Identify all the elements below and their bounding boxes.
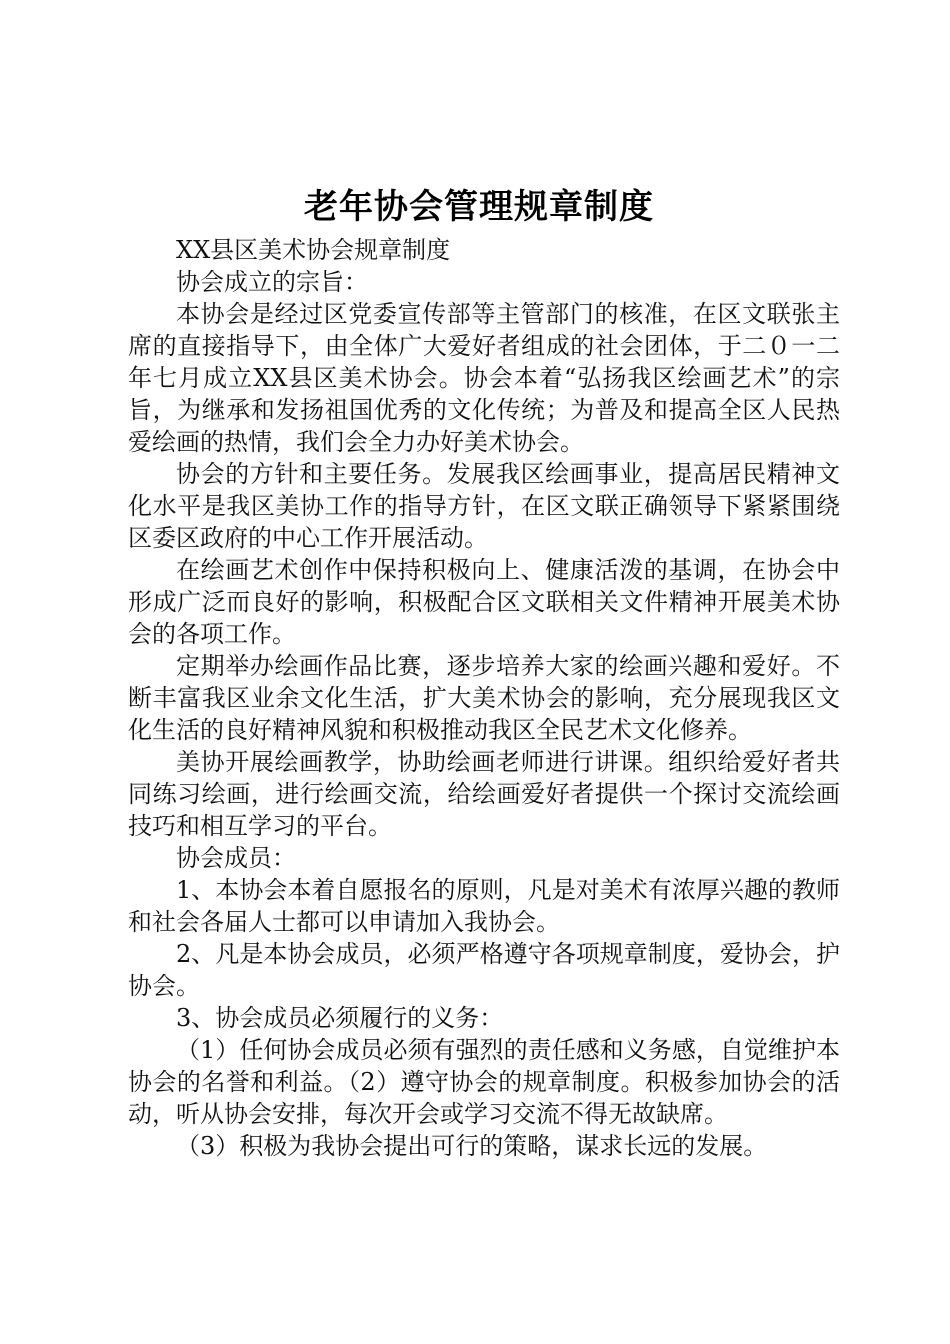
paragraph-members-heading: 协会成员： [176, 844, 296, 872]
paragraph-purpose-heading: 协会成立的宗旨： [176, 268, 368, 296]
paragraph-purpose: 本协会是经过区党委宣传部等主管部门的核准，在区文联张主席的直接指导下，由全体广大爱好者组成的社会团体，于二０一二年七月成立XX县区美术协会。协会本着“弘扬我区绘画艺术”的宗旨，为继承和发扬祖国优秀的文化传统；为普及和提高全区人民热爱绘画的热情，我们会全力办好美术协会。 [128, 300, 840, 456]
paragraph-competition: 定期举办绘画作品比赛，逐步培养大家的绘画兴趣和爱好。不断丰富我区业余文化生活，扩大美术协会的影响，充分展现我区文化生活的良好精神风貌和积极推动我区全民艺术文化修养。 [128, 652, 840, 744]
paragraph-teaching: 美协开展绘画教学，协助绘画老师进行讲课。组织给爱好者共同练习绘画，进行绘画交流，给绘画爱好者提供一个探讨交流绘画技巧和相互学习的平台。 [128, 748, 840, 840]
paragraph-duty-3: （3）积极为我协会提出可行的策略，谋求长远的发展。 [176, 1132, 768, 1160]
document-title: 老年协会管理规章制度 [304, 187, 654, 227]
paragraph-member-rule-1: 1、本协会本着自愿报名的原则，凡是对美术有浓厚兴趣的教师和社会各届人士都可以申请加入我协会。 [128, 876, 840, 936]
paragraph-creation: 在绘画艺术创作中保持积极向上、健康活泼的基调，在协会中形成广泛而良好的影响，积极配合区文联相关文件精神开展美术协会的各项工作。 [128, 556, 840, 648]
document-body [128, 234, 840, 1162]
paragraph-member-rule-2: 2、凡是本协会成员，必须严格遵守各项规章制度，爱协会，护协会。 [128, 940, 840, 1000]
paragraph-subtitle: XX县区美术协会规章制度 [176, 236, 451, 264]
paragraph-policy: 协会的方针和主要任务。发展我区绘画事业，提高居民精神文化水平是我区美协工作的指导方针，在区文联正确领导下紧紧围绕区委区政府的中心工作开展活动。 [128, 460, 840, 552]
paragraph-member-rule-3: 3、协会成员必须履行的义务： [176, 1004, 504, 1032]
paragraph-duties-1-2: （1）任何协会成员必须有强烈的责任感和义务感，自觉维护本协会的名誉和利益。（2）遵守协会的规章制度。积极参加协会的活动，听从协会安排，每次开会或学习交流不得无故缺席。 [128, 1036, 840, 1128]
